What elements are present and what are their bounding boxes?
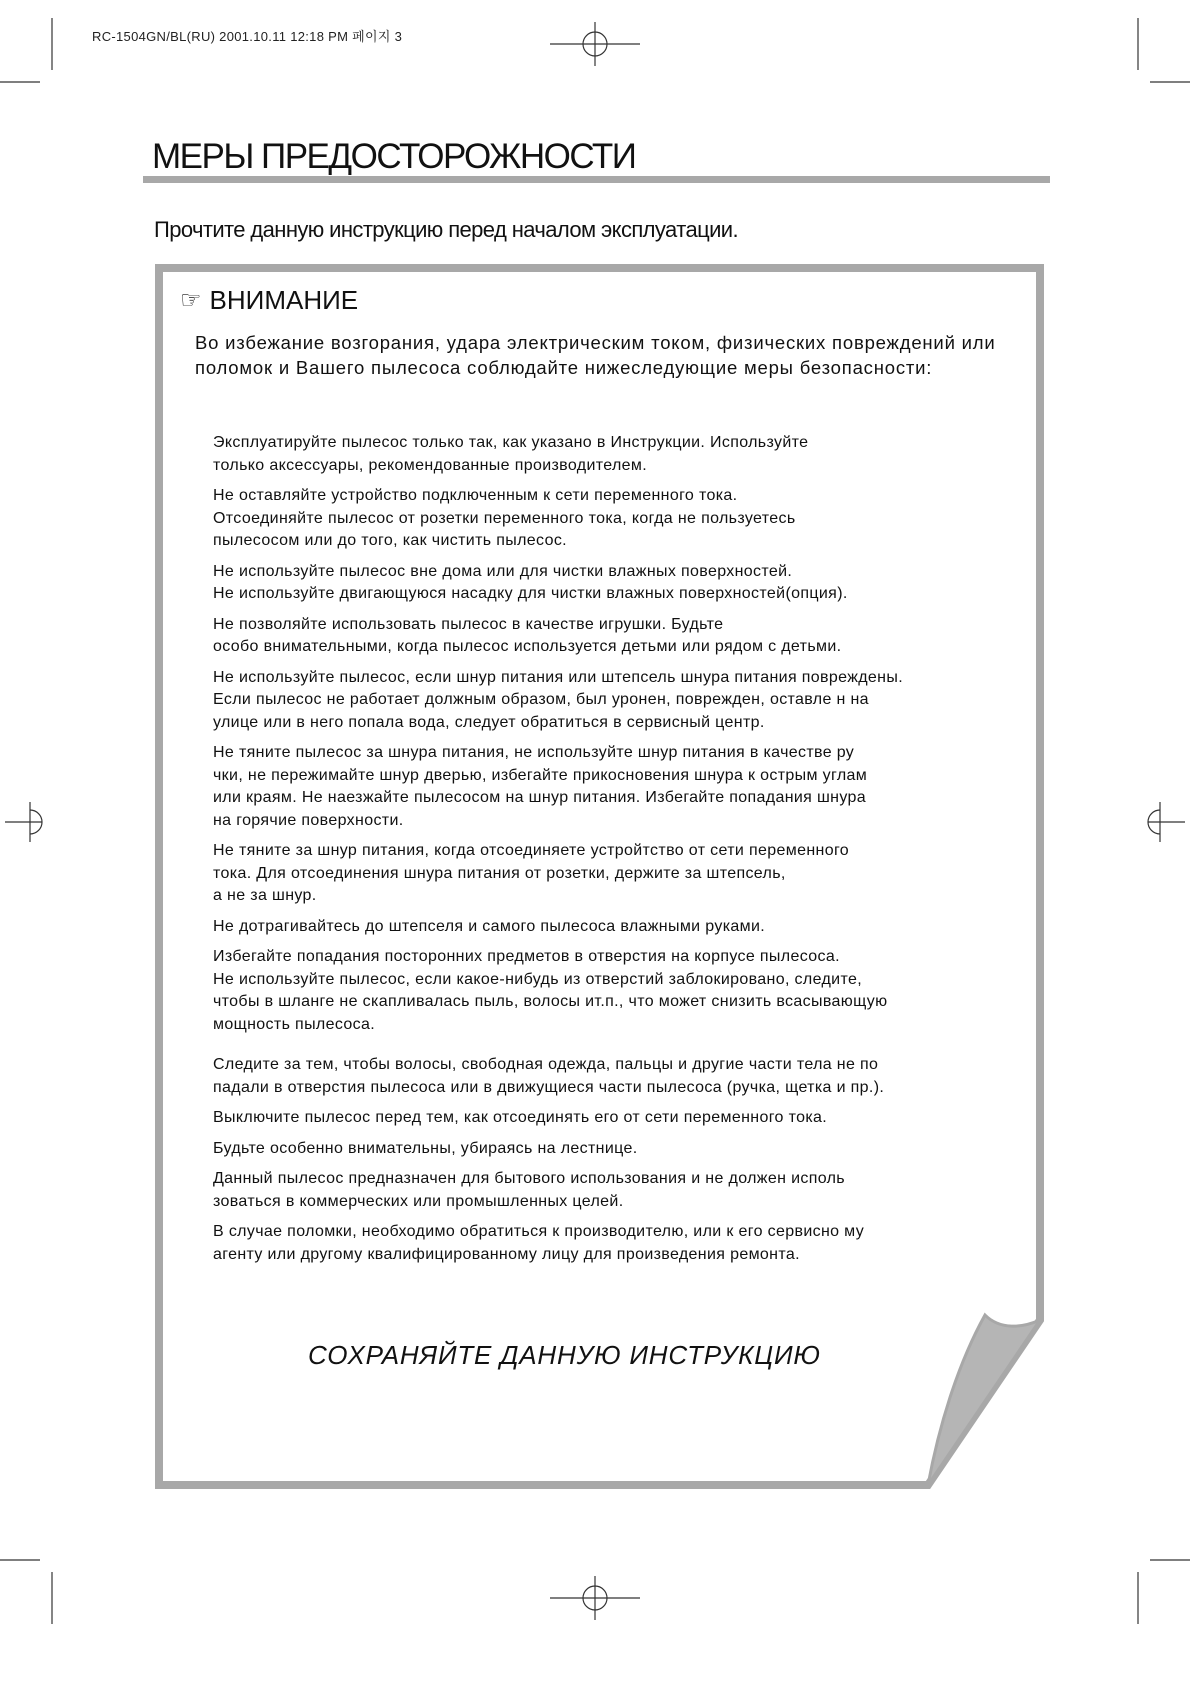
page-curl-corner xyxy=(928,1315,1040,1485)
list-item: Не позволяйте использовать пылесос в качестве игрушки. Будьте особо внимательными, когда пылесос используется детьми или рядом с детьми. xyxy=(213,615,842,655)
list-item: Не используйте пылесос, если шнур питания или штепсель шнура питания повреждены. Если пылесос не работает должным образом, был уронен, поврежден, оставле н на улице или в него попала вода, следует обратиться в сервисный центр. xyxy=(213,668,904,731)
warning-heading xyxy=(180,285,358,316)
safety-rules-list xyxy=(213,432,1038,1274)
subtitle: Прочтите данную инструкцию перед началом эксплуатации. xyxy=(154,217,738,242)
list-item: Следите за тем, чтобы волосы, свободная одежда, пальцы и другие части тела не по падали в отверстия пылесоса или в движущиеся части пылесоса (ручка, щетка и пр.). xyxy=(213,1056,885,1096)
list-item: Выключите пылесос перед тем, как отсоединять его от сети переменного тока. xyxy=(213,1109,828,1126)
list-item: Данный пылесос предназначен для бытового использования и не должен исполь зоваться в коммерческих или промышленных целей. xyxy=(213,1170,845,1210)
list-item: Не дотрагивайтесь до штепселя и самого пылесоса влажными руками. xyxy=(213,917,766,935)
pointing-hand-icon: ☞ xyxy=(180,287,202,314)
list-item: Не используйте пылесос вне дома или для чистки влажных поверхностей. Не используйте двигающуюся насадку для чистки влажных поверхностей(опция). xyxy=(213,562,848,602)
warning-heading-text: ВНИМАНИЕ xyxy=(209,285,359,315)
save-instructions-note: СОХРАНЯЙТЕ ДАННУЮ ИНСТРУКЦИЮ xyxy=(308,1340,821,1370)
print-header: RC-1504GN/BL(RU) 2001.10.11 12:18 PM 페이지 3 xyxy=(92,29,403,44)
list-item: В случае поломки, необходимо обратиться к производителю, или к его сервисно му агенту или другому квалифицированному лицу для произведения ремонта. xyxy=(213,1223,865,1263)
list-item: Не тяните пылесос за шнура питания, не используйте шнур питания в качестве ру чки, не пережимайте шнур дверью, избегайте прикосновения шнура к острым углам или краям. Не наезжайте пылесосом на шнур питания. Избегайте попадания шнура на горячие поверхности. xyxy=(213,744,868,829)
warning-intro: Во избежание возгорания, удара электрическим током, физических повреждений или поломок и Вашего пылесоса соблюдайте нижеследующие меры безопасности: xyxy=(195,332,996,378)
list-item: Не оставляйте устройство подключенным к сети переменного тока. Отсоединяйте пылесос от розетки переменного тока, когда не пользуетесь пылесосом или до того, как чистить пылесос. xyxy=(213,487,796,549)
list-item: Избегайте попадания посторонних предметов в отверстия на корпусе пылесоса. Не используйте пылесос, если какое-нибудь из отверстий заблокировано, следите, чтобы в шланге не скапливалась пыль, волосы ит.п., что может снизить всасывающую мощность пылесоса. xyxy=(213,948,888,1033)
list-item: Не тяните за шнур питания, когда отсоединяете устройтство от сети переменного тока. Для отсоединения шнура питания от розетки, держите за штепсель, а не за шнур. xyxy=(213,842,850,904)
list-item: Будьте особенно внимательны, убираясь на лестнице. xyxy=(213,1139,638,1157)
list-item: Эксплуатируйте пылесос только так, как указано в Инструкции. Используйте только аксессуары, рекомендованные производителем. xyxy=(213,434,809,474)
page-title: МЕРЫ ПРЕДОСТОРОЖНОСТИ xyxy=(152,137,636,176)
